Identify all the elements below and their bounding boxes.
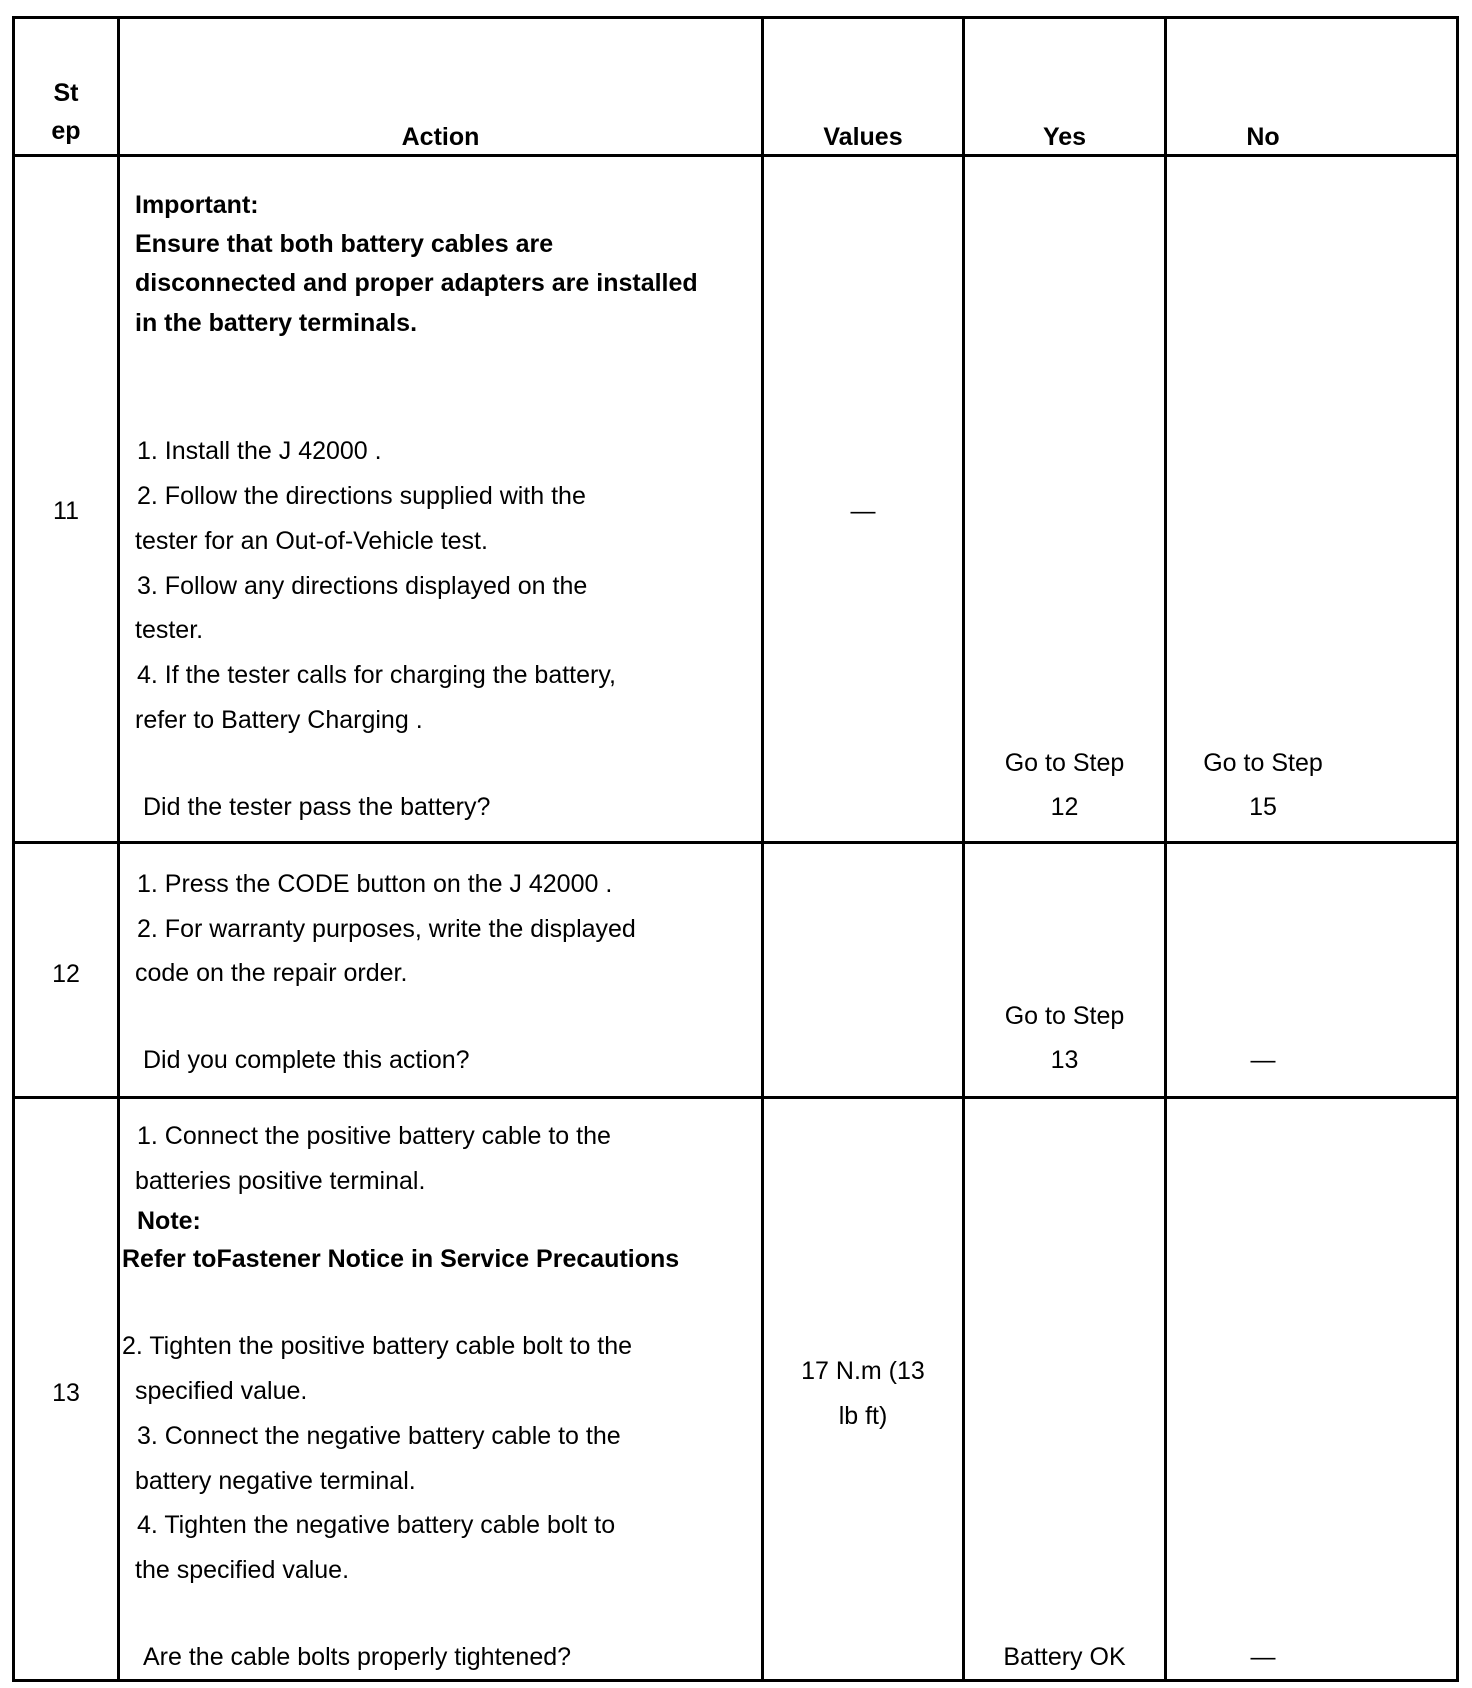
procedure-line: 2. For warranty purposes, write the displayed: [137, 915, 636, 943]
procedure-line: tester for an Out-of-Vehicle test.: [135, 527, 488, 555]
row-divider: [15, 154, 1456, 157]
note-text: Refer toFastener Notice in Service Precautions: [122, 1245, 680, 1273]
header-yes: Yes: [1042, 123, 1087, 151]
question: Are the cable bolts properly tightened?: [143, 1643, 572, 1671]
question: Did the tester pass the battery?: [143, 793, 491, 821]
diagnostic-table: [12, 16, 1459, 1682]
yes-cell: 12: [1050, 793, 1079, 821]
procedure-line: 4. Tighten the negative battery cable bolt to: [137, 1511, 616, 1539]
yes-cell: 13: [1050, 1046, 1079, 1074]
procedure-line: code on the repair order.: [135, 959, 408, 987]
row-divider: [15, 1096, 1456, 1099]
procedure-line: 1. Press the CODE button on the J 42000 .: [137, 870, 613, 898]
yes-cell: Go to Step: [1004, 1002, 1125, 1030]
no-cell: —: [1250, 1643, 1276, 1671]
yes-cell: Go to Step: [1004, 749, 1125, 777]
no-cell: 15: [1249, 793, 1277, 821]
procedure-line: battery negative terminal.: [135, 1467, 416, 1495]
no-cell: —: [1250, 1046, 1276, 1074]
column-divider: [962, 19, 965, 1679]
procedure-line: 1. Install the J 42000 .: [137, 437, 382, 465]
step-number: 11: [53, 497, 79, 525]
procedure-line: 1. Connect the positive battery cable to the: [137, 1122, 611, 1150]
column-divider: [117, 19, 120, 1679]
procedure-line: refer to Battery Charging .: [135, 706, 423, 734]
important-text: disconnected and proper adapters are installed: [135, 269, 698, 297]
header-values: Values: [823, 123, 903, 151]
column-divider: [1164, 19, 1167, 1679]
procedure-line: 2. Follow the directions supplied with the: [137, 482, 586, 510]
header-action: Action: [401, 123, 480, 151]
values-cell: lb ft): [838, 1402, 888, 1430]
step-number: 13: [52, 1379, 80, 1407]
row-divider: [15, 841, 1456, 844]
procedure-line: the specified value.: [135, 1556, 350, 1584]
important-title: Important:: [135, 191, 259, 219]
procedure-line: 2. Tighten the positive battery cable bolt to the: [122, 1332, 633, 1360]
values-cell: —: [850, 497, 876, 525]
header-step: St ep: [51, 79, 81, 145]
note-title: Note:: [137, 1207, 201, 1235]
yes-cell: Battery OK: [1003, 1643, 1126, 1671]
procedure-line: batteries positive terminal.: [135, 1167, 426, 1195]
procedure-line: specified value.: [135, 1377, 308, 1405]
procedure-line: tester.: [135, 616, 204, 644]
important-text: Ensure that both battery cables are: [135, 230, 554, 258]
procedure-line: 4. If the tester calls for charging the battery,: [137, 661, 616, 689]
header-no: No: [1246, 123, 1280, 151]
no-cell: Go to Step: [1203, 749, 1323, 777]
step-number: 12: [52, 960, 80, 988]
important-text: in the battery terminals.: [135, 309, 418, 337]
procedure-line: 3. Connect the negative battery cable to the: [137, 1422, 621, 1450]
procedure-line: 3. Follow any directions displayed on the: [137, 572, 588, 600]
question: Did you complete this action?: [143, 1046, 470, 1074]
values-cell: 17 N.m (13: [801, 1357, 925, 1385]
